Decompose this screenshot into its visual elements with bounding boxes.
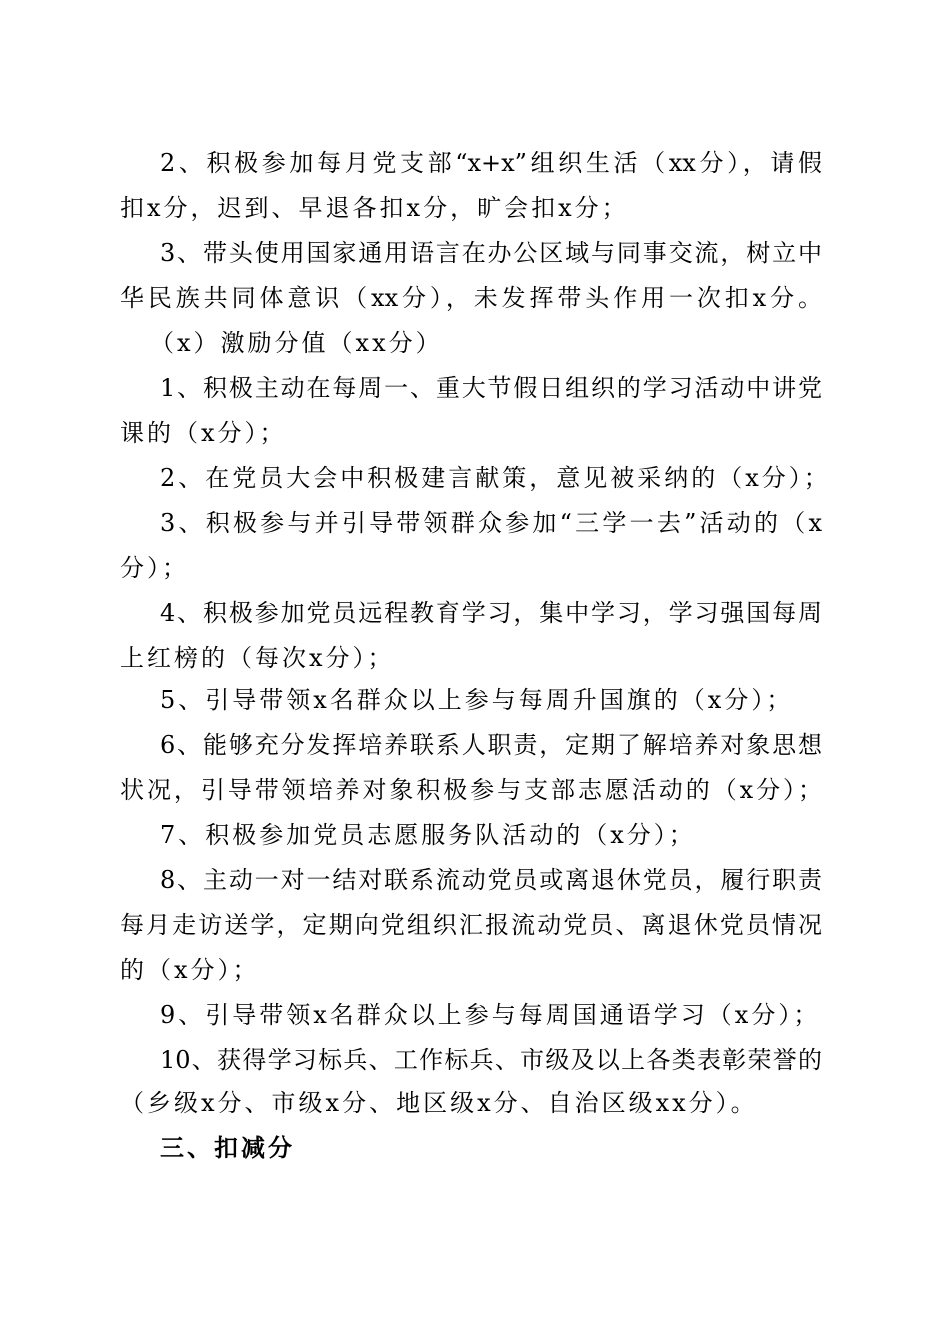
paragraph-line: 3、带头使用国家通用语言在办公区域与同事交流，树立中 bbox=[160, 239, 822, 267]
section-heading: 三、扣减分 bbox=[160, 1134, 295, 1162]
paragraph-line: 1、积极主动在每周一、重大节假日组织的学习活动中讲党 bbox=[160, 374, 822, 402]
paragraph-line: 状况，引导带领培养对象积极参与支部志愿活动的（x分）； bbox=[120, 776, 822, 804]
paragraph-line: 8、主动一对一结对联系流动党员或离退休党员，履行职责 bbox=[160, 866, 822, 894]
paragraph-line: 9、引导带领x名群众以上参与每周国通语学习（x分）； bbox=[160, 1001, 821, 1029]
paragraph-line: 华民族共同体意识（xx分），未发挥带头作用一次扣x分。 bbox=[120, 284, 822, 312]
paragraph-line: 2、积极参加每月党支部“x+x”组织生活（xx分），请假 bbox=[160, 149, 822, 177]
paragraph-line: 分）； bbox=[120, 554, 189, 582]
paragraph-line: 3、积极参与并引导带领群众参加“三学一去”活动的（x bbox=[160, 509, 822, 537]
paragraph-line: 6、能够充分发挥培养联系人职责，定期了解培养对象思想 bbox=[160, 731, 822, 759]
subsection-heading: （x）激励分值（xx分） bbox=[150, 329, 443, 357]
paragraph-line: 课的（x分）； bbox=[120, 419, 287, 447]
paragraph-line: 7、积极参加党员志愿服务队活动的（x分）； bbox=[160, 821, 696, 849]
paragraph-line: 上红榜的（每次x分）； bbox=[120, 644, 395, 672]
paragraph-line: 每月走访送学，定期向党组织汇报流动党员、离退休党员情况 bbox=[120, 911, 822, 939]
paragraph-line: 5、引导带领x名群众以上参与每周升国旗的（x分）； bbox=[160, 686, 794, 714]
paragraph-line: 2、在党员大会中积极建言献策，意见被采纳的（x分）； bbox=[160, 464, 831, 492]
paragraph-line: 扣x分，迟到、早退各扣x分，旷会扣x分； bbox=[120, 194, 629, 222]
paragraph-line: （乡级x分、市级x分、地区级x分、自治区级xx分）。 bbox=[120, 1089, 758, 1117]
paragraph-line: 4、积极参加党员远程教育学习，集中学习，学习强国每周 bbox=[160, 599, 822, 627]
paragraph-line: 的（x分）； bbox=[120, 956, 260, 984]
paragraph-line: 10、获得学习标兵、工作标兵、市级及以上各类表彰荣誉的 bbox=[160, 1046, 822, 1074]
